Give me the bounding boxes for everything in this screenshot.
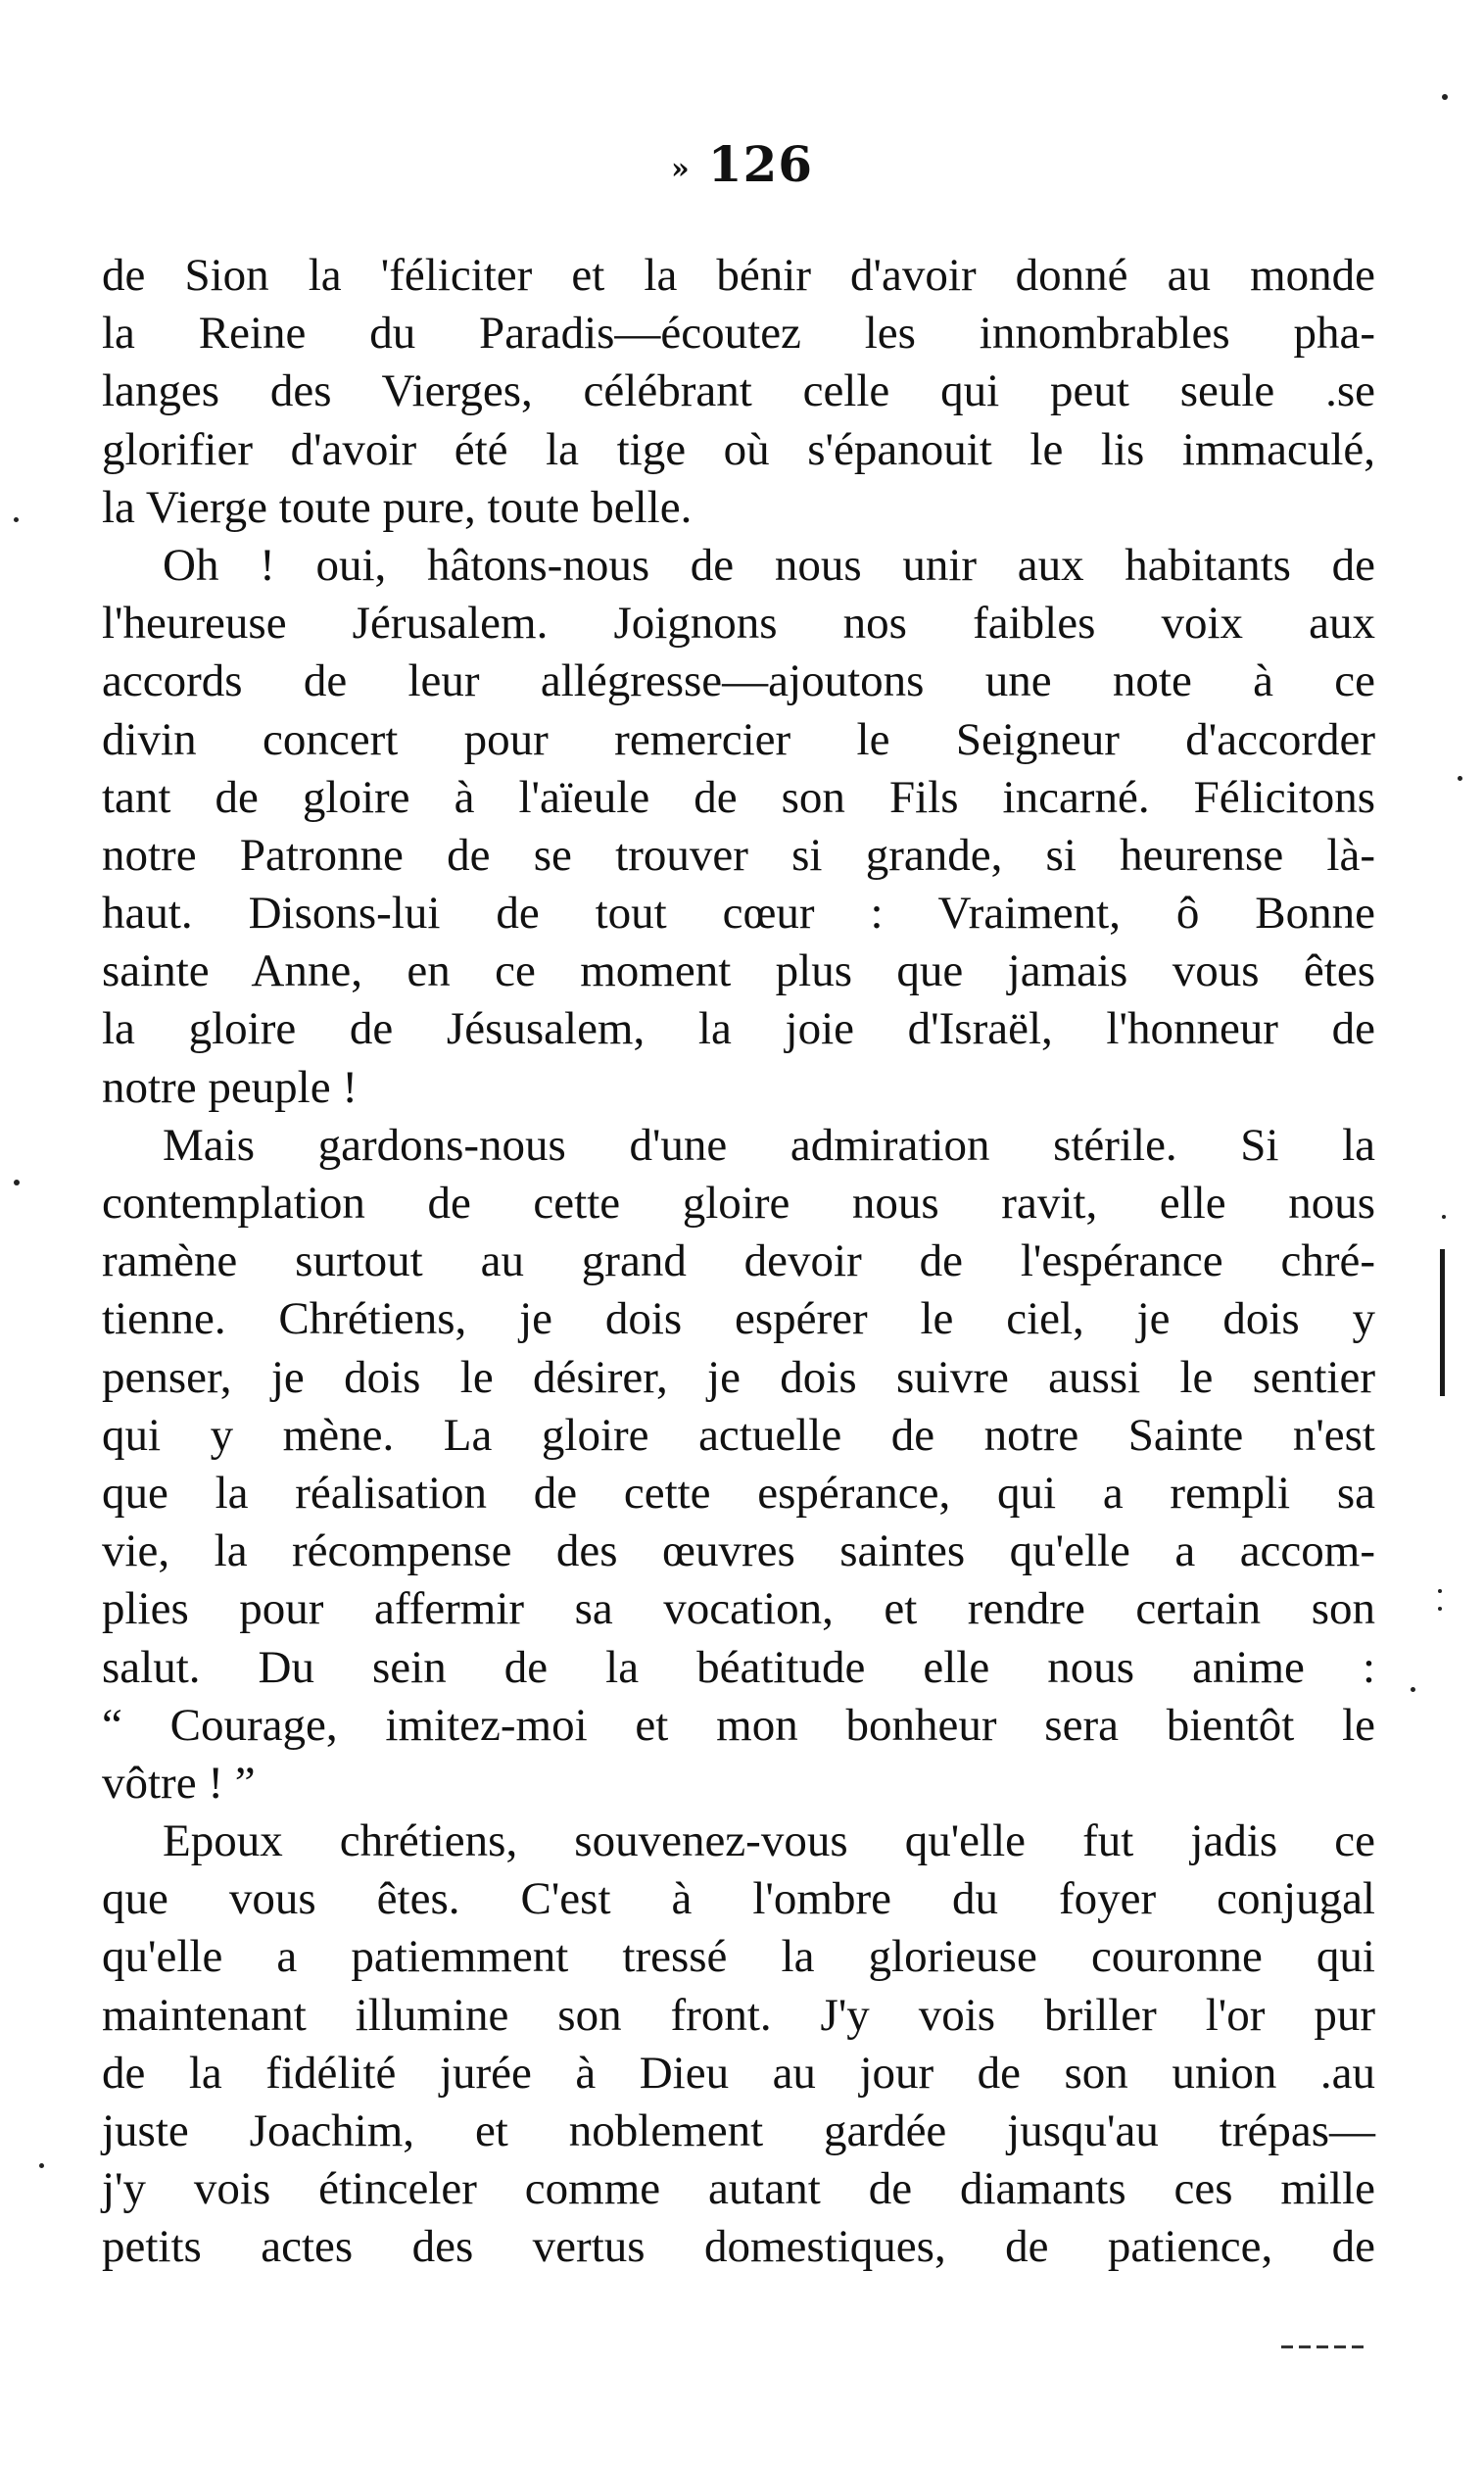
scan-speck — [1442, 1215, 1446, 1219]
text-line: accords de leur allégresse—ajoutons une note à ce — [102, 655, 1375, 707]
text-line: vie, la récompense des œuvres saintes qu'elle a accom- — [102, 1525, 1375, 1577]
scan-speck — [39, 2163, 44, 2168]
text-line: plies pour affermir sa vocation, et rendre certain son — [102, 1583, 1375, 1635]
text-line: langes des Vierges, célébrant celle qui peut seule .se — [102, 365, 1375, 417]
text-line: sainte Anne, en ce moment plus que jamais vous êtes — [102, 945, 1375, 997]
text-line: haut. Disons-lui de tout cœur : Vraiment, ô Bonne — [102, 888, 1375, 940]
page-number-value: 126 — [707, 135, 814, 193]
text-line: l'heureuse Jérusalem. Joignons nos faibles voix aux — [102, 598, 1375, 650]
text-line: la Vierge toute pure, toute belle. — [102, 481, 693, 533]
scan-speck — [1438, 1589, 1442, 1593]
text-line: la gloire de Jésusalem, la joie d'Israël, l'honneur de — [102, 1003, 1375, 1055]
scan-speck — [1438, 1607, 1442, 1611]
text-line: “ Courage, imitez-moi et mon bonheur sera bientôt le — [102, 1699, 1375, 1751]
paragraph-start-line: Epoux chrétiens, souvenez-vous qu'elle fut jadis ce — [163, 1815, 1375, 1867]
scan-edge-bar — [1440, 1249, 1445, 1396]
text-line: petits actes des vertus domestiques, de patience, de — [102, 2221, 1375, 2273]
text-line: qu'elle a patiemment tressé la glorieuse couronne qui — [102, 1931, 1375, 1983]
text-line: que vous êtes. C'est à l'ombre du foyer conjugal — [102, 1873, 1375, 1925]
body-text — [102, 247, 1375, 2277]
scan-speck — [1442, 94, 1448, 100]
text-line: glorifier d'avoir été la tige où s'épanouit le lis immaculé, — [102, 423, 1375, 475]
text-line: salut. Du sein de la béatitude elle nous anime : — [102, 1641, 1375, 1693]
scan-speck — [14, 517, 19, 522]
page-number-mark: » — [670, 151, 691, 186]
text-line: divin concert pour remercier le Seigneur d'accorder — [102, 713, 1375, 765]
paragraph-start-line: Mais gardons-nous d'une admiration stérile. Si la — [163, 1119, 1375, 1171]
text-line: vôtre ! ” — [102, 1757, 256, 1809]
text-line: la Reine du Paradis—écoutez les innombrables pha- — [102, 308, 1375, 360]
text-line: que la réalisation de cette espérance, qui a rempli sa — [102, 1467, 1375, 1519]
paragraph-start-line: Oh ! oui, hâtons-nous de nous unir aux habitants de — [163, 539, 1375, 591]
scan-speck — [14, 1180, 20, 1185]
text-line: maintenant illumine son front. J'y vois briller l'or pur — [102, 1989, 1375, 2041]
text-line: qui y mène. La gloire actuelle de notre Sainte n'est — [102, 1409, 1375, 1461]
text-line: notre Patronne de se trouver si grande, si heurense là- — [102, 829, 1375, 881]
text-line: j'y vois étinceler comme autant de diamants ces mille — [102, 2163, 1375, 2215]
scan-speck — [1458, 776, 1462, 781]
text-line: tant de gloire à l'aïeule de son Fils incarné. Félicitons — [102, 771, 1375, 823]
text-line: contemplation de cette gloire nous ravit, elle nous — [102, 1178, 1375, 1229]
scan-speck — [1411, 1687, 1415, 1692]
text-line: de Sion la 'féliciter et la bénir d'avoir donné au monde — [102, 250, 1375, 301]
text-line: juste Joachim, et noblement gardée jusqu'au trépas— — [102, 2105, 1375, 2156]
text-line: notre peuple ! — [102, 1061, 359, 1113]
text-line: tienne. Chrétiens, je dois espérer le ciel, je dois y — [102, 1293, 1375, 1345]
scan-footer-dash — [1281, 2345, 1367, 2348]
text-line: de la fidélité jurée à Dieu au jour de son union .au — [102, 2047, 1375, 2099]
text-line: penser, je dois le désirer, je dois suivre aussi le sentier — [102, 1351, 1375, 1403]
text-line: ramène surtout au grand devoir de l'espérance chré- — [102, 1235, 1375, 1287]
page-number — [0, 135, 1484, 193]
